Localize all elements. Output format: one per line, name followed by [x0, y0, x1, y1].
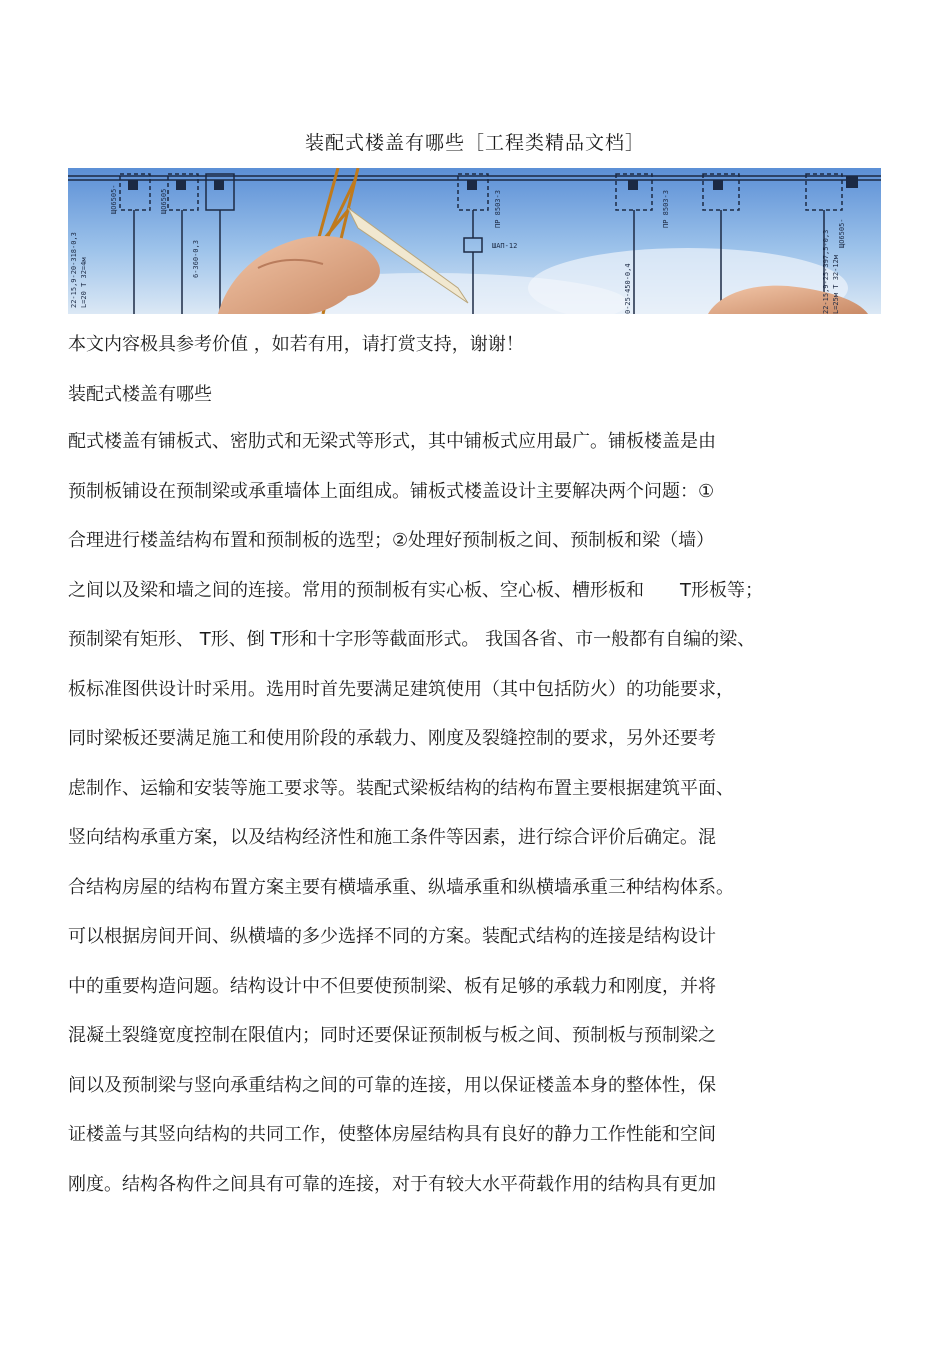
body-line: 板标准图供设计时采用。选用时首先要满足建筑使用（其中包括防火）的功能要求，	[68, 678, 734, 700]
banner-label: L=25м T 32-12м	[832, 254, 840, 314]
body-line: 竖向结构承重方案，以及结构经济性和施工条件等因素，进行综合评价后确定。混	[68, 827, 716, 848]
body-line: 证楼盖与其竖向结构的共同工作，使整体房屋结构具有良好的静力工作性能和空间	[68, 1124, 716, 1145]
section-heading: 装配式楼盖有哪些	[68, 384, 212, 405]
body-line: 预制板铺设在预制梁或承重墙体上面组成。铺板式楼盖设计主要解决两个问题：①	[68, 480, 715, 502]
document-title: 装配式楼盖有哪些［工程类精品文档］	[304, 132, 645, 154]
body-line: 刚度。结构各构件之间具有可靠的连接，对于有较大水平荷载作用的结构具有更加	[68, 1173, 716, 1195]
banner-label: 22-15,9-25-397,5-0,3	[822, 229, 830, 314]
body-line: 配式楼盖有铺板式、密肋式和无梁式等形式，其中铺板式应用最广。铺板楼盖是由	[68, 431, 716, 452]
banner-label: ПР 8503-3	[662, 190, 670, 228]
body-line: 同时梁板还要满足施工和使用阶段的承载力、刚度及裂缝控制的要求，另外还要考	[68, 728, 716, 749]
banner-label: ПР 8503-3	[494, 190, 502, 228]
body-line: 可以根据房间开间、纵横墙的多少选择不同的方案。装配式结构的连接是结构设计	[68, 926, 716, 947]
header-banner-image	[68, 168, 881, 314]
banner-label: L=20 T 32=4м	[80, 257, 88, 308]
body-line: 混凝土裂缝宽度控制在限值内；同时还要保证预制板与板之间、预制板与预制梁之	[68, 1025, 716, 1046]
body-line: 之间以及梁和墙之间的连接。常用的预制板有实心板、空心板、槽形板和 T形板等；	[68, 579, 763, 601]
banner-label: 0-25-450-0,4	[624, 263, 632, 314]
body-line: 合结构房屋的结构布置方案主要有横墙承重、纵墙承重和纵横墙承重三种结构体系。	[68, 876, 734, 898]
banner-label: ЩО6505-	[838, 218, 846, 248]
support-note: 本文内容极具参考价值 ，如若有用，请打赏支持，谢谢！	[68, 334, 524, 355]
body-line: 中的重要构造问题。结构设计中不但要使预制梁、板有足够的承载力和刚度，并将	[68, 975, 716, 997]
banner-label: ЩО6505-	[110, 184, 118, 214]
body-line: 间以及预制梁与竖向承重结构之间的可靠的连接，用以保证楼盖本身的整体性，保	[68, 1074, 716, 1096]
body-line: 合理进行楼盖结构布置和预制板的选型；②处理好预制板之间、预制板和梁（墙）	[68, 530, 715, 551]
banner-label: 6-360-0,3	[192, 240, 200, 278]
banner-label: ЩО6505	[160, 188, 168, 214]
body-line: 虑制作、运输和安装等施工要求等。装配式梁板结构的结构布置主要根据建筑平面、	[68, 777, 734, 799]
banner-label: ШАП-12	[492, 242, 518, 250]
body-text	[68, 429, 888, 1221]
body-line: 预制梁有矩形、 T形、倒 T形和十字形等截面形式。 我国各省、市一般都有自编的梁、	[68, 629, 756, 650]
banner-label: 22-15,9-20-318-0,3	[70, 232, 78, 308]
